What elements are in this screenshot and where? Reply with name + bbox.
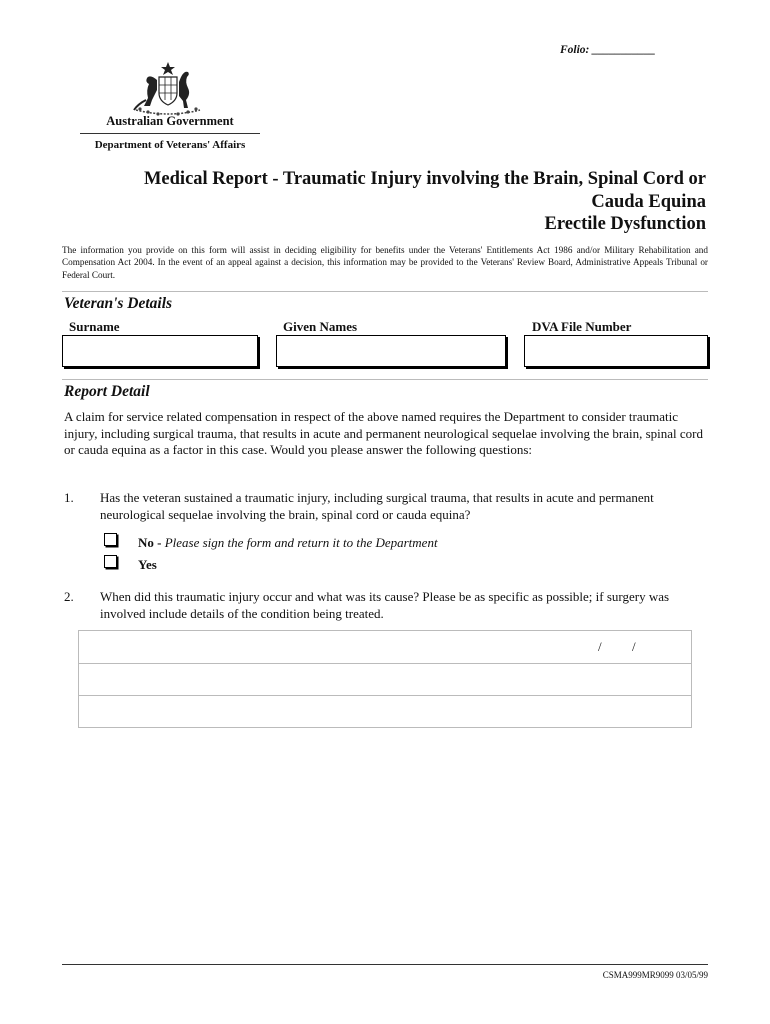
given-names-label: Given Names (283, 319, 358, 334)
injury-details-table (78, 630, 692, 728)
no-option (138, 535, 438, 552)
dva-file-number-label: DVA File Number (532, 319, 632, 334)
question-2-text: When did this traumatic injury occur and what was its cause? Please be as specific as possible; if surgery was involved include details of the condition being treated. (100, 589, 670, 621)
section-divider (62, 379, 708, 380)
injury-details-row-3[interactable] (81, 697, 687, 725)
report-paragraph: A claim for service related compensation in respect of the above named requires the Department to consider traumatic injury, including surgical trauma, that results in acute and permanent neurological sequelae involving the brain, spinal cord or cauda equina as a factor in this case. Would you please answer the following questions: (64, 409, 703, 457)
title-line-1: Medical Report - Traumatic Injury involving the Brain, Spinal Cord or (143, 169, 706, 189)
surname-input[interactable] (62, 335, 258, 367)
yes-checkbox[interactable] (104, 555, 117, 568)
surname-label: Surname (69, 319, 120, 334)
no-instruction: Please sign the form and return it to the Department (164, 535, 438, 550)
intro-text: The information you provide on this form will assist in deciding eligibility for benefits under the Veterans' Entitlements Act 1986 and/or Military Rehabilitation and Compensation Act 2004. In the event of an appeal against a decision, this information may be provided to the Veterans' Review Board, Administrative Appeals Tribunal or Federal Court. (62, 245, 708, 280)
injury-details-row-1[interactable] (81, 633, 687, 661)
dva-file-number-input[interactable] (524, 335, 708, 367)
question-2-number: 2. (64, 589, 74, 604)
no-checkbox[interactable] (104, 533, 117, 546)
form-code: CSMA999MR9099 03/05/99 (602, 970, 708, 980)
title-line-3: Erectile Dysfunction (544, 214, 706, 234)
table-row-divider (79, 663, 691, 664)
government-name: Australian Government (80, 114, 260, 134)
section-divider (62, 291, 708, 292)
form-title (62, 168, 706, 236)
question-1-number: 1. (64, 490, 74, 505)
department-name: Department of Veterans' Affairs (94, 139, 246, 151)
given-names-input[interactable] (276, 335, 506, 367)
injury-details-row-2[interactable] (81, 665, 687, 693)
report-detail-heading: Report Detail (64, 383, 150, 400)
coat-of-arms-icon (128, 60, 208, 116)
yes-label: Yes (138, 557, 157, 572)
government-logo-text (80, 114, 260, 151)
question-1-text: Has the veteran sustained a traumatic injury, including surgical trauma, that results in acute and permanent neurological sequelae involving the brain, spinal cord or cauda equina? (100, 490, 654, 522)
veterans-details-heading: Veteran's Details (64, 295, 173, 312)
no-label: No - (138, 535, 162, 550)
date-separator: / (632, 639, 636, 654)
title-line-2: Cauda Equina (591, 191, 706, 212)
date-separator: / (598, 639, 602, 654)
folio-field: Folio: ___________ (560, 44, 656, 56)
footer-divider (62, 964, 708, 965)
table-row-divider (79, 695, 691, 696)
